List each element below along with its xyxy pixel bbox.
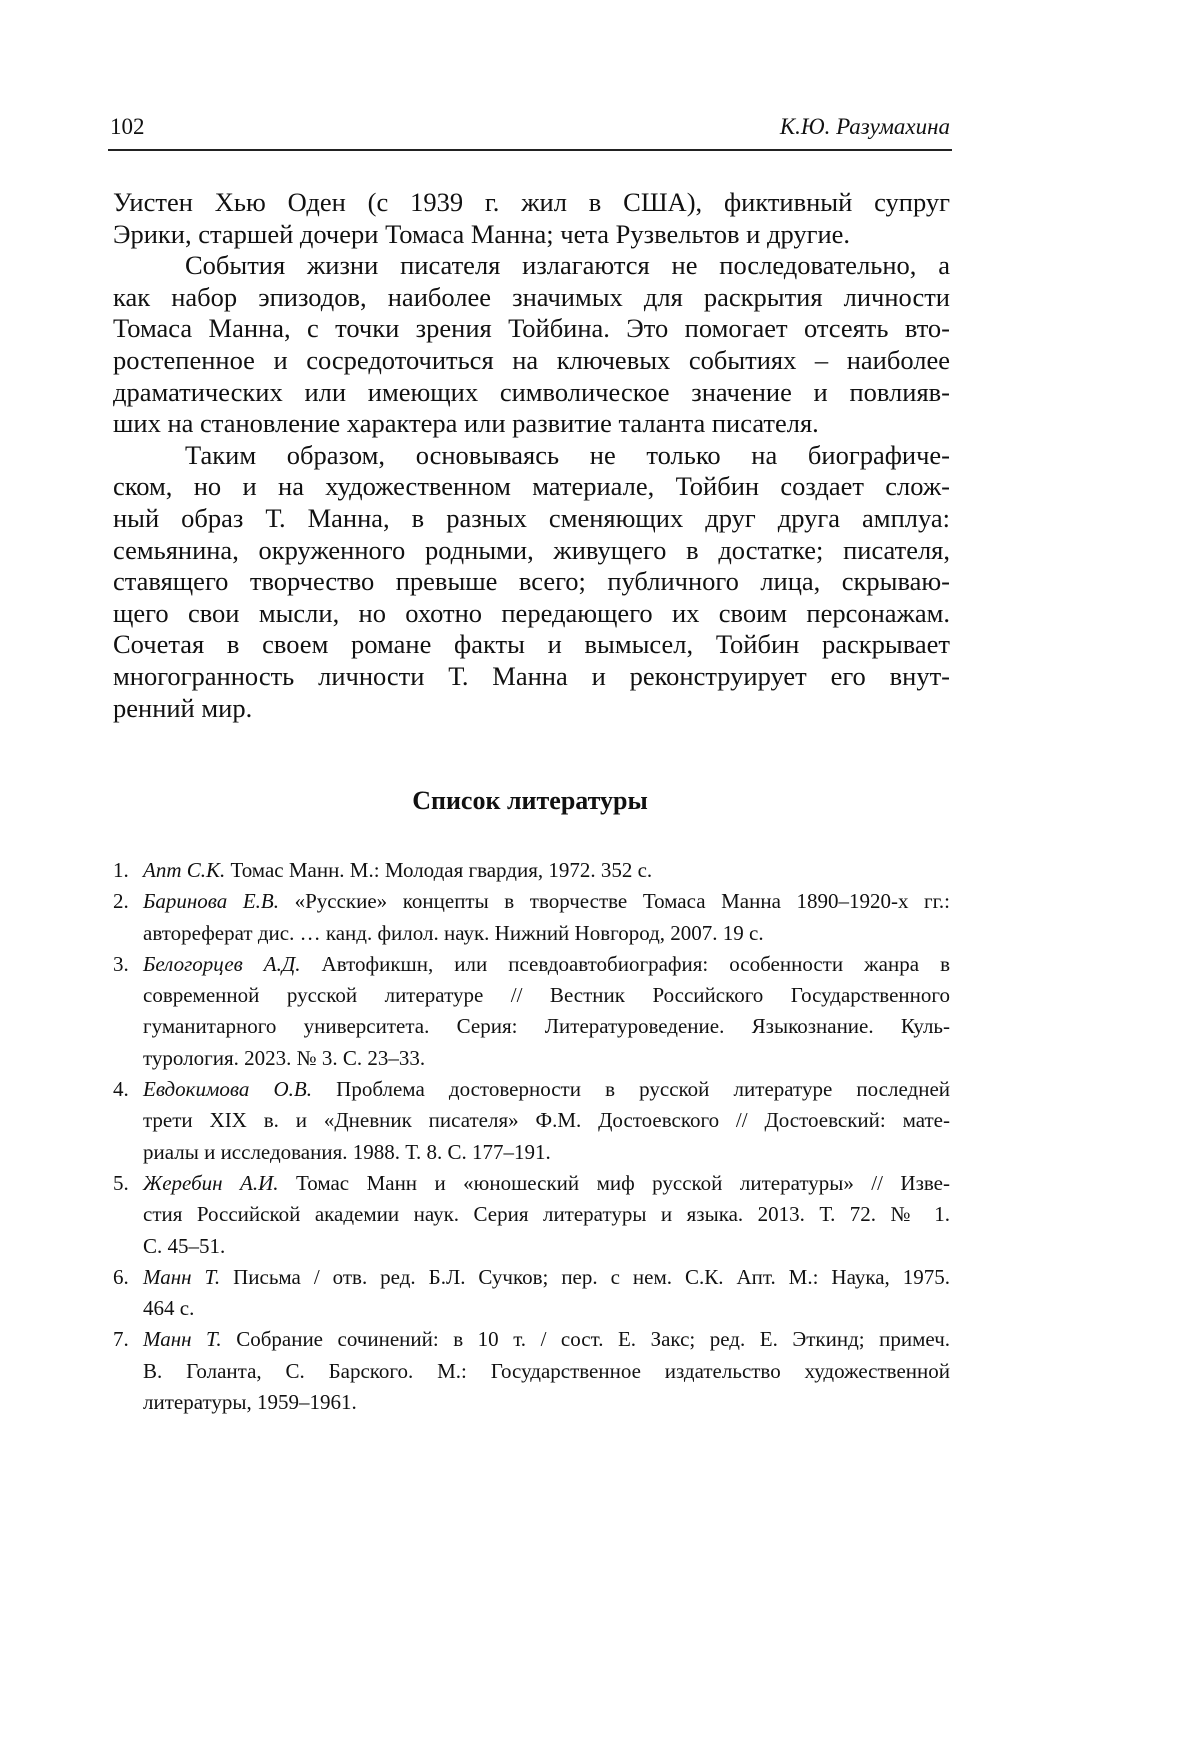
text-line: многогранность личности Т. Манна и реконструирует его внут- — [113, 660, 950, 691]
references-list — [113, 855, 950, 1418]
reference-line: трети XIX в. и «Дневник писателя» Ф.М. Достоевского // Достоевский: мате- — [143, 1108, 950, 1133]
reference-text: Проблема достоверности в русской литературе последней — [312, 1077, 951, 1102]
reference-author: Белогорцев А.Д. — [143, 951, 301, 976]
reference-line: турология. 2023. № 3. С. 23–33. — [143, 1045, 426, 1070]
reference-item — [113, 1262, 950, 1325]
text-line: ный образ Т. Манна, в разных сменяющих друг друга амплуа: — [113, 502, 950, 533]
reference-author: Манн Т. — [143, 1264, 221, 1289]
reference-line — [143, 1324, 950, 1355]
reference-line — [143, 1168, 950, 1199]
header-rule — [108, 149, 952, 151]
reference-line — [143, 1262, 950, 1293]
running-author: К.Ю. Разумахина — [779, 114, 950, 139]
reference-text: Собрание сочинений: в 10 т. / сост. Е. Закс; ред. Е. Эткинд; примеч. — [221, 1327, 951, 1352]
reference-item — [113, 886, 950, 949]
reference-line: 464 с. — [143, 1296, 195, 1321]
text-line: как набор эпизодов, наиболее значимых для раскрытия личности — [113, 281, 950, 312]
text-line: ростепенное и сосредоточиться на ключевых событиях – наиболее — [113, 344, 950, 375]
reference-line — [143, 949, 950, 980]
reference-author: Жеребин А.И. — [143, 1170, 279, 1195]
reference-number: 3. — [113, 951, 129, 976]
reference-line: современной русской литературе // Вестник Российского Государственного — [143, 983, 950, 1008]
body-text — [113, 187, 950, 724]
text-line: Эрики, старшей дочери Томаса Манна; чета Рузвельтов и другие. — [113, 218, 851, 249]
text-line: щего свои мысли, но охотно передающего их своим персонажам. — [113, 597, 950, 628]
reference-text: Автофикшн, или псевдоавтобиография: особенности жанра в — [300, 951, 950, 976]
reference-item — [113, 949, 950, 1074]
reference-number: 7. — [113, 1327, 129, 1352]
reference-text: «Русские» концепты в творчестве Томаса Манна 1890–1920-х гг.: — [279, 889, 950, 914]
reference-number: 4. — [113, 1077, 129, 1102]
reference-line: С. 45–51. — [143, 1233, 226, 1258]
reference-author: Баринова Е.В. — [143, 889, 280, 914]
text-line: Уистен Хью Оден (с 1939 г. жил в США), фиктивный супруг — [113, 187, 950, 217]
text-line: Томаса Манна, с точки зрения Тойбина. Это помогает отсеять вто- — [113, 313, 950, 344]
reference-text: Томас Манн и «юношеский миф русской литературы» // Изве- — [278, 1170, 950, 1195]
text-line: Таким образом, основываясь не только на биографиче- — [185, 439, 950, 470]
reference-number: 6. — [113, 1264, 129, 1289]
text-line: События жизни писателя излагаются не последовательно, а — [185, 250, 950, 281]
paragraph — [113, 250, 950, 440]
reference-number: 2. — [113, 889, 129, 914]
reference-item — [113, 855, 950, 886]
reference-line — [143, 1074, 950, 1105]
reference-author: Манн Т. — [143, 1327, 222, 1352]
text-line: Сочетая в своем романе факты и вымысел, Тойбин раскрывает — [113, 629, 950, 660]
references-heading: Список литературы — [412, 786, 648, 815]
paragraph — [113, 440, 950, 724]
reference-author: Апт С.К. — [143, 858, 226, 882]
reference-line — [143, 886, 950, 917]
reference-line: стия Российской академии наук. Серия литературы и языка. 2013. Т. 72. № 1. — [143, 1202, 950, 1227]
reference-text: Томас Манн. М.: Молодая гвардия, 1972. 352 с. — [225, 858, 653, 882]
page-number: 102 — [110, 114, 145, 139]
reference-line: литературы, 1959–1961. — [143, 1390, 357, 1415]
reference-line: В. Голанта, С. Барского. М.: Государственное издательство художественной — [143, 1358, 950, 1383]
reference-line: гуманитарного университета. Серия: Литературоведение. Языкознание. Куль- — [143, 1014, 950, 1039]
reference-line: риалы и исследования. 1988. Т. 8. С. 177–191. — [143, 1139, 551, 1164]
reference-line — [143, 855, 950, 886]
reference-number: 1. — [113, 858, 129, 882]
text-line: ших на становление характера или развитие таланта писателя. — [113, 408, 819, 439]
reference-item — [113, 1168, 950, 1262]
text-line: ренний мир. — [113, 692, 253, 723]
paragraph — [113, 187, 950, 250]
text-line: ставящего творчество превыше всего; публичного лица, скрываю- — [113, 566, 950, 597]
reference-item — [113, 1324, 950, 1418]
reference-number: 5. — [113, 1170, 129, 1195]
reference-item — [113, 1074, 950, 1168]
reference-text: Письма / отв. ред. Б.Л. Сучков; пер. с нем. С.К. Апт. М.: Наука, 1975. — [220, 1264, 951, 1289]
text-line: семьянина, окруженного родными, живущего в достатке; писателя, — [113, 534, 950, 565]
reference-line: автореферат дис. … канд. филол. наук. Нижний Новгород, 2007. 19 с. — [143, 920, 764, 945]
text-line: драматических или имеющих символическое значение и повлияв- — [113, 376, 950, 407]
text-line: ском, но и на художественном материале, Тойбин создает слож- — [113, 471, 950, 502]
reference-author: Евдокимова О.В. — [143, 1077, 313, 1102]
